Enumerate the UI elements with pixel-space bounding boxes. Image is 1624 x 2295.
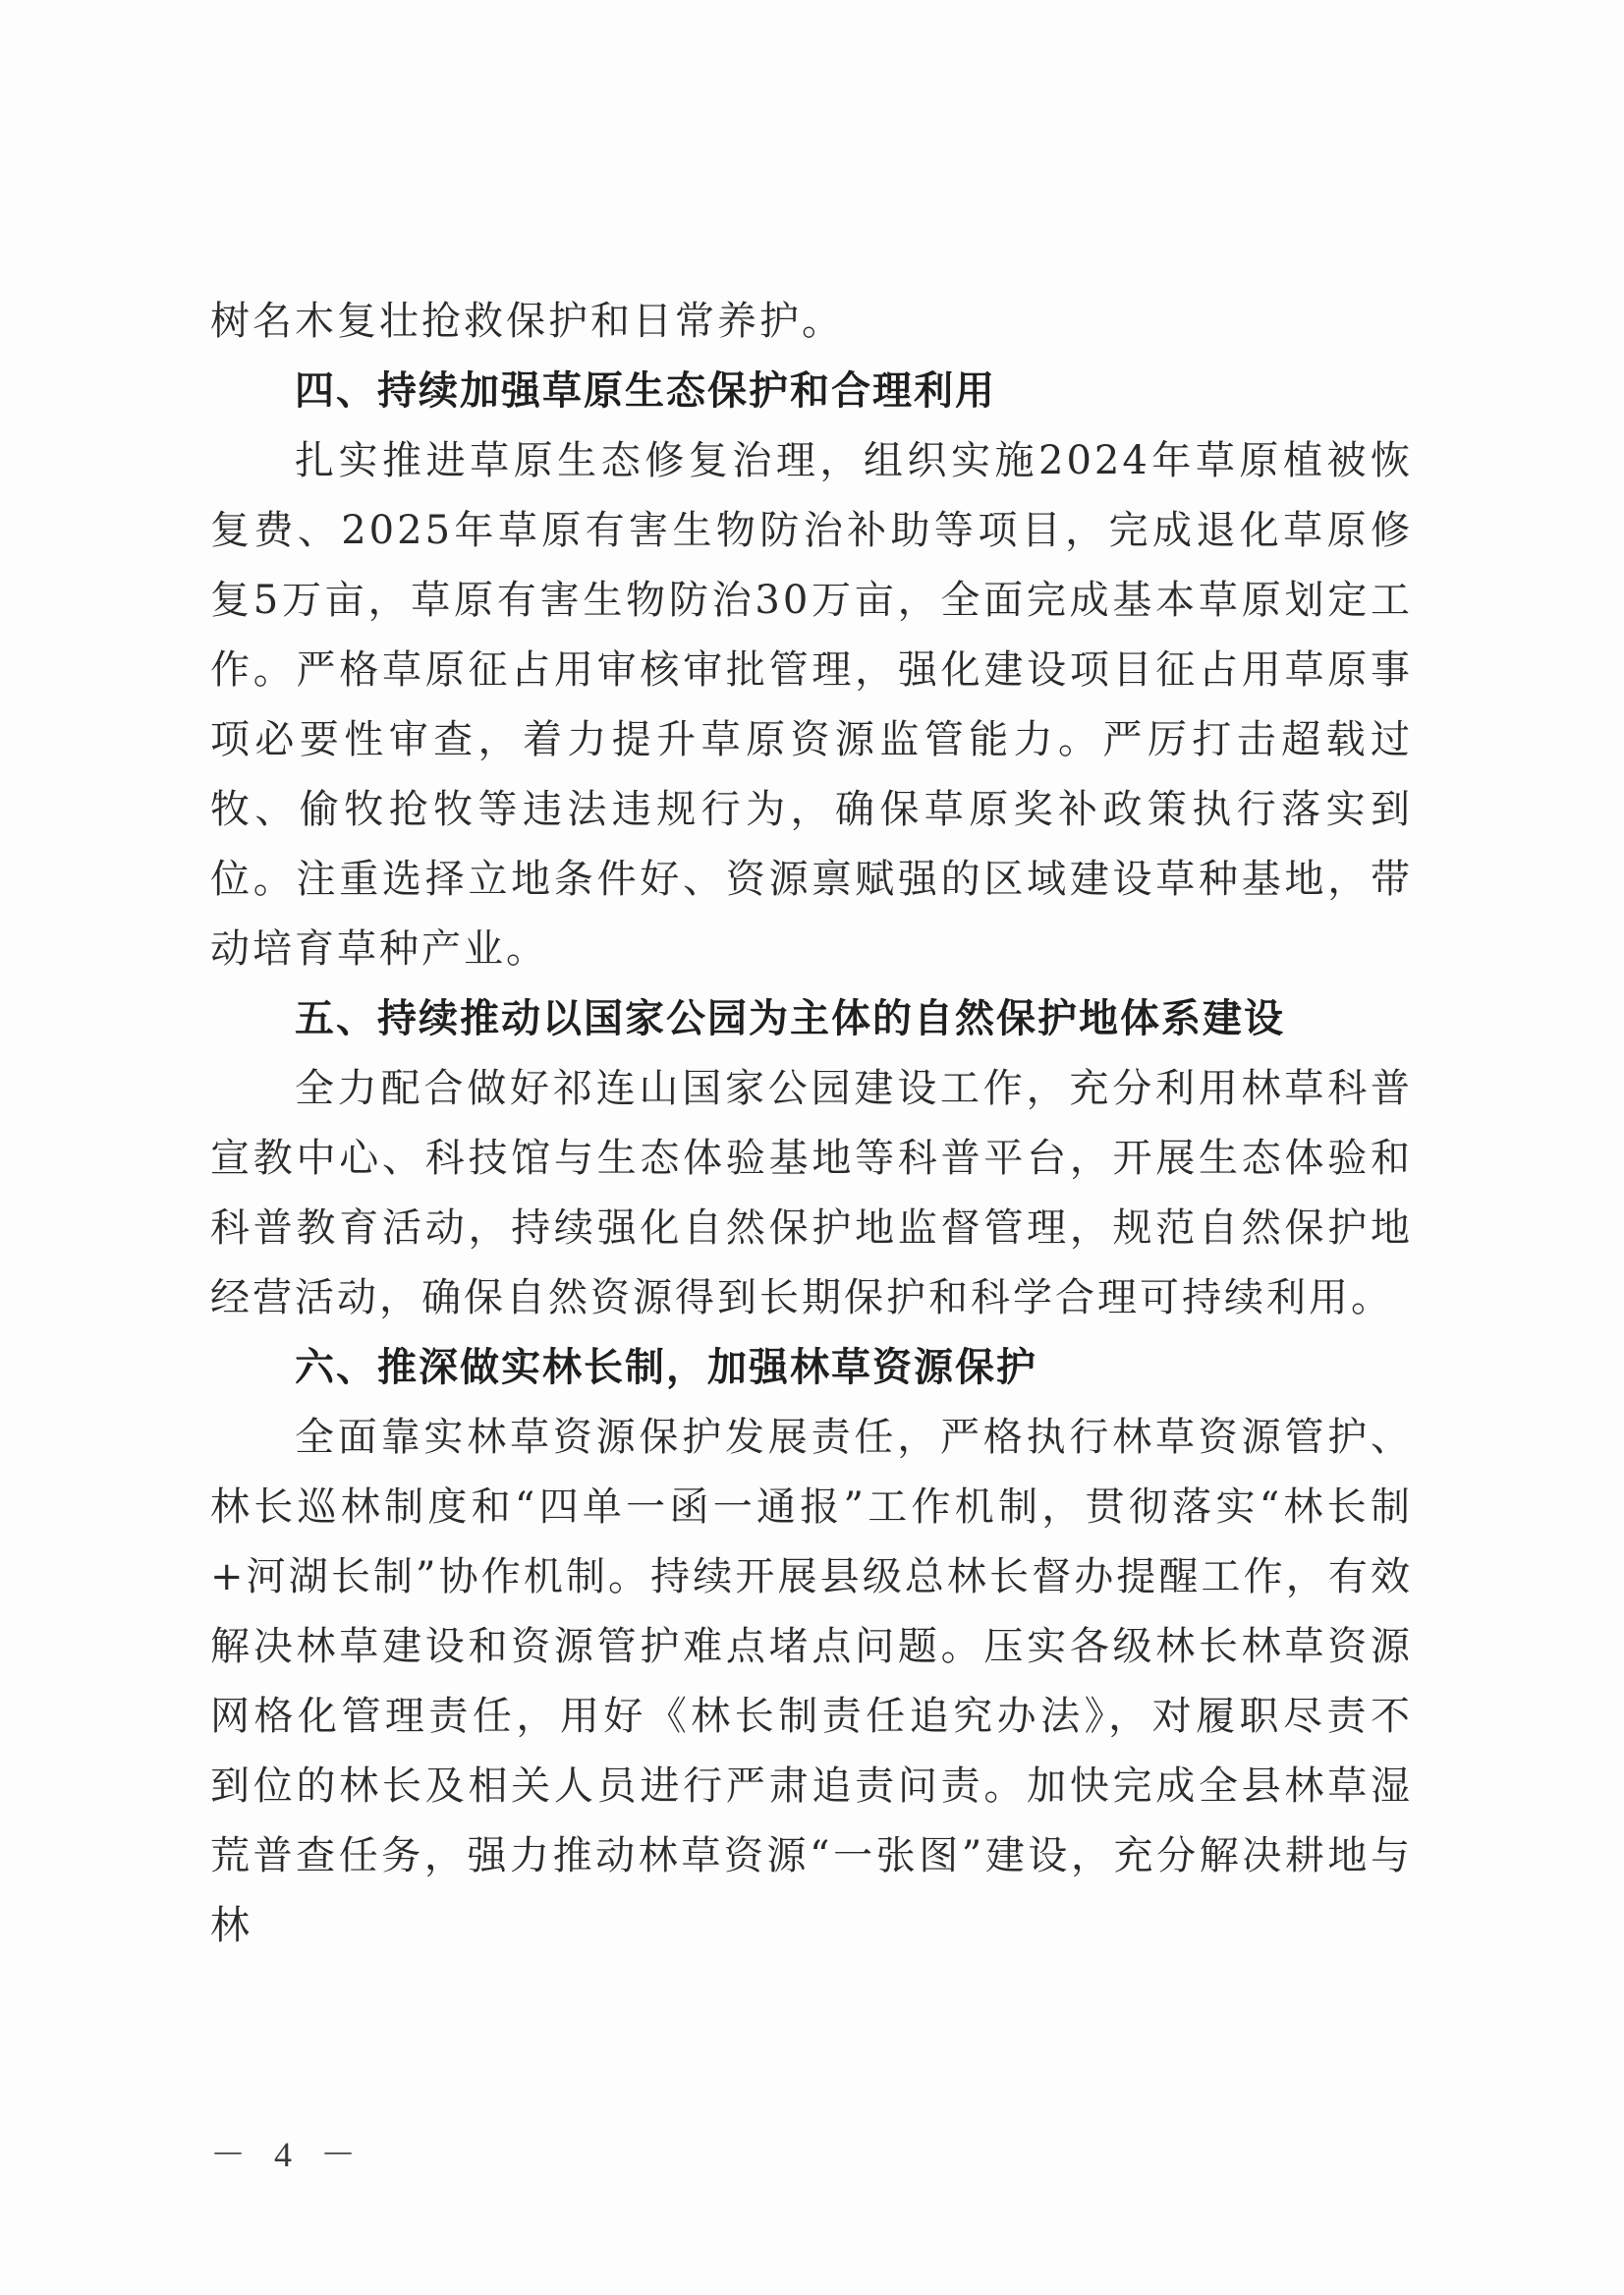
paragraph-forest-chief: 全面靠实林草资源保护发展责任，严格执行林草资源管护、林长巡林制度和“四单一函一通报”工作机制，贯彻落实“林长制+河湖长制”协作机制。持续开展县级总林长督办提醒工作，有效解决林草建设和资源管护难点堵点问题。压实各级林长林草资源网格化管理责任，用好《林长制责任追究办法》，对履职尽责不到位的林长及相关人员进行严肃追责问责。加快完成全县林草湿荒普查任务，强力推动林草资源“一张图”建设，充分解决耕地与林 [210,1415,1413,1948]
page-number: － 4 － [210,2135,366,2174]
paragraph-continuation: 树名木复壮抢救保护和日常养护。 [210,299,844,344]
section-heading-6: 六、推深做实林长制，加强林草资源保护 [295,1345,1037,1390]
paragraph-national-park: 全力配合做好祁连山国家公园建设工作，充分利用林草科普宣教中心、科技馆与生态体验基地等科普平台，开展生态体验和科普教育活动，持续强化自然保护地监督管理，规范自然保护地经营活动，确保自然资源得到长期保护和科学合理可持续利用。 [210,1066,1413,1320]
paragraph-grassland: 扎实推进草原生态修复治理，组织实施2024年草原植被恢复费、2025年草原有害生物防治补助等项目，完成退化草原修复5万亩，草原有害生物防治30万亩，全面完成基本草原划定工作。严格草原征占用审核审批管理，强化建设项目征占用草原事项必要性审查，着力提升草原资源监管能力。严厉打击超载过牧、偷牧抢牧等违法违规行为，确保草原奖补政策执行落实到位。注重选择立地条件好、资源禀赋强的区域建设草种基地，带动培育草种产业。 [210,438,1413,972]
document-body [210,287,1413,1961]
section-heading-5: 五、持续推动以国家公园为主体的自然保护地体系建设 [295,996,1285,1041]
section-heading-4: 四、持续加强草原生态保护和合理利用 [295,368,996,414]
